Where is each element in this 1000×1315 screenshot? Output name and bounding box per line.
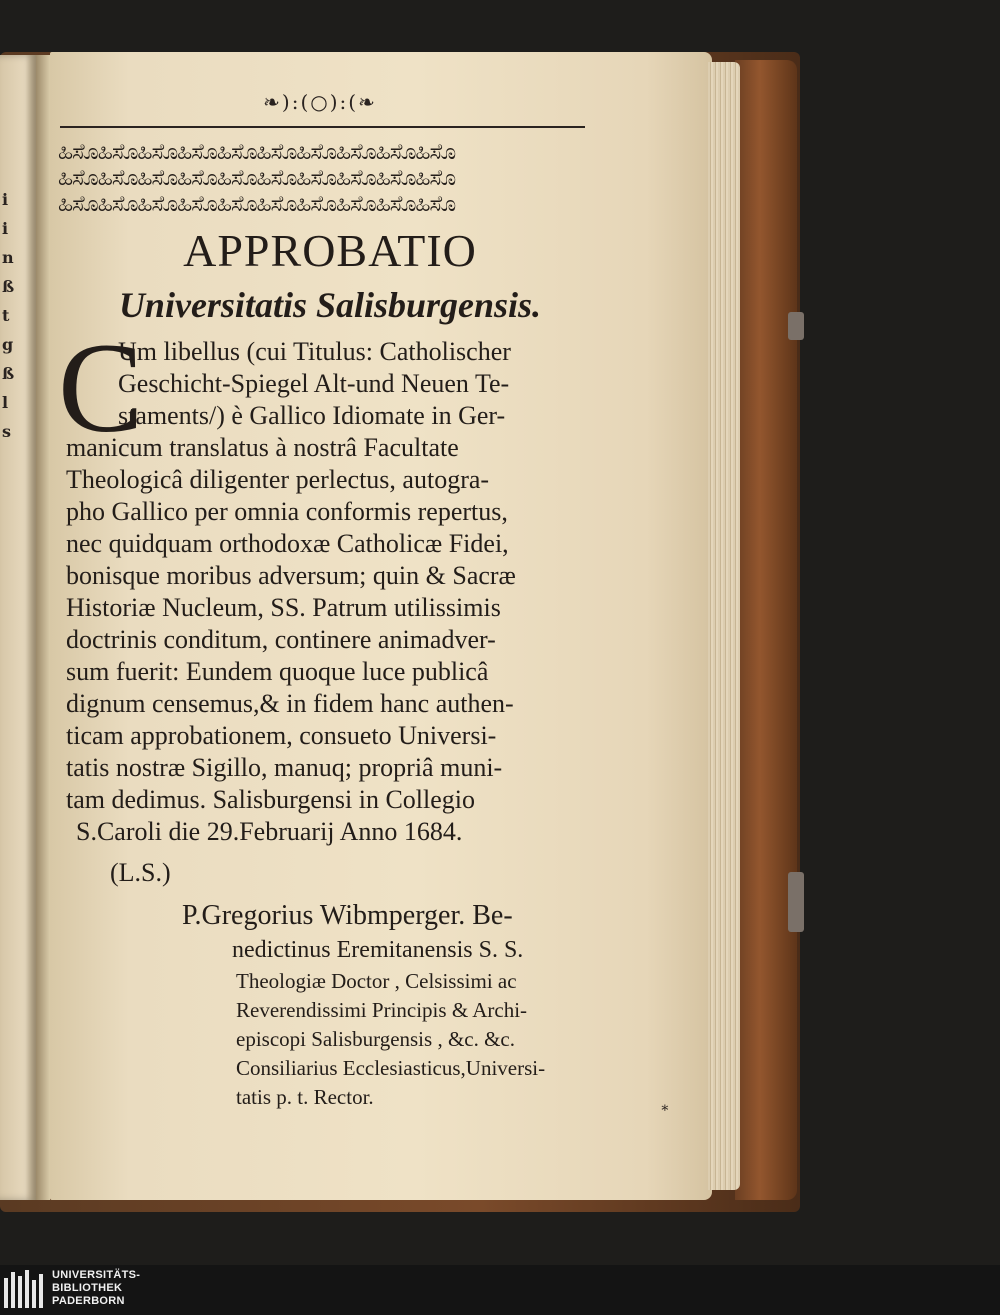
body-line: staments/) è Gallico Idiomate in Ger- bbox=[118, 401, 506, 430]
signatory-line: episcopi Salisburgensis , &c. &c. bbox=[236, 1027, 515, 1051]
edge-letter: l bbox=[2, 393, 9, 412]
body-line: tatis nostræ Sigillo, manuq; propriâ muni- bbox=[66, 753, 503, 782]
logo-line: UNIVERSITÄTS- bbox=[52, 1269, 141, 1281]
page-mark: ∗ bbox=[660, 1100, 670, 1116]
page-title: APPROBATIO bbox=[183, 225, 477, 276]
ornament-row: ಹಿಸೊಹಿಸೊಹಿಸೊಹಿಸೊಹಿಸೊಹಿಸೊಹಿಸೊಹಿಸೊಹಿಸೊಹಿಸೊ bbox=[58, 166, 456, 191]
body-line: bonisque moribus adversum; quin & Sacræ bbox=[66, 561, 516, 590]
signatory-name: P.Gregorius Wibmperger. Be- bbox=[182, 900, 513, 931]
edge-letter: ß bbox=[2, 277, 15, 296]
body-line: manicum translatus à nostrâ Facultate bbox=[66, 433, 459, 462]
body-line: sum fuerit: Eundem quoque luce publicâ bbox=[66, 657, 489, 686]
seal-mark: (L.S.) bbox=[110, 858, 171, 887]
signatory-line: nedictinus Eremitanensis S. S. bbox=[232, 937, 524, 963]
body-line: Historiæ Nucleum, SS. Patrum utilissimis bbox=[66, 593, 501, 622]
edge-letter: g bbox=[2, 335, 14, 354]
edge-letter: i bbox=[2, 190, 9, 209]
body-line: Geschicht-Spiegel Alt-und Neuen Te- bbox=[118, 369, 510, 398]
library-logo-text bbox=[52, 1269, 212, 1308]
drop-cap: C bbox=[58, 317, 144, 459]
edge-letter: i bbox=[2, 219, 9, 238]
ornament-row: ಹಿಸೊಹಿಸೊಹಿಸೊಹಿಸೊಹಿಸೊಹಿಸೊಹಿಸೊಹಿಸೊಹಿಸೊಹಿಸೊ bbox=[58, 192, 456, 217]
library-logo-icon bbox=[0, 1268, 48, 1312]
page-subtitle: Universitatis Salisburgensis. bbox=[118, 285, 542, 325]
ornamental-band bbox=[58, 140, 588, 220]
signatory-line: tatis p. t. Rector. bbox=[236, 1085, 374, 1109]
edge-letter: t bbox=[2, 306, 10, 325]
body-line: Um libellus (cui Titulus: Catholischer bbox=[118, 337, 511, 366]
edge-letter: ß bbox=[2, 364, 15, 383]
body-line: ticam approbationem, consueto Universi- bbox=[66, 721, 497, 750]
signatory-line: Consiliarius Ecclesiasticus,Universi- bbox=[236, 1056, 546, 1080]
signatory-line: Theologiæ Doctor , Celsissimi ac bbox=[236, 969, 517, 993]
body-line: Theologicâ diligenter perlectus, autogra- bbox=[66, 465, 490, 494]
body-line: nec quidquam orthodoxæ Catholicæ Fidei, bbox=[66, 529, 509, 558]
body-line: tam dedimus. Salisburgensi in Collegio bbox=[66, 785, 476, 814]
edge-letter: n bbox=[2, 248, 14, 267]
body-line: doctrinis conditum, continere animadver- bbox=[66, 625, 496, 654]
body-line: pho Gallico per omnia conformis repertus, bbox=[66, 497, 508, 526]
logo-line: BIBLIOTHEK bbox=[52, 1282, 123, 1294]
ornament-row: ಹಿಸೊಹಿಸೊಹಿಸೊಹಿಸೊಹಿಸೊಹಿಸೊಹಿಸೊಹಿಸೊಹಿಸೊಹಿಸೊ bbox=[58, 140, 456, 165]
head-rule bbox=[60, 126, 585, 128]
body-line: dignum censemus,& in fidem hanc authen- bbox=[66, 689, 514, 718]
body-line: S.Caroli die 29.Februarij Anno 1684. bbox=[76, 817, 463, 846]
head-ornament: ❧):(○):(❧ bbox=[263, 90, 377, 114]
signatory-line: Reverendissimi Principis & Archi- bbox=[236, 998, 528, 1022]
edge-letter: s bbox=[2, 422, 12, 441]
logo-line: PADERBORN bbox=[52, 1295, 125, 1307]
